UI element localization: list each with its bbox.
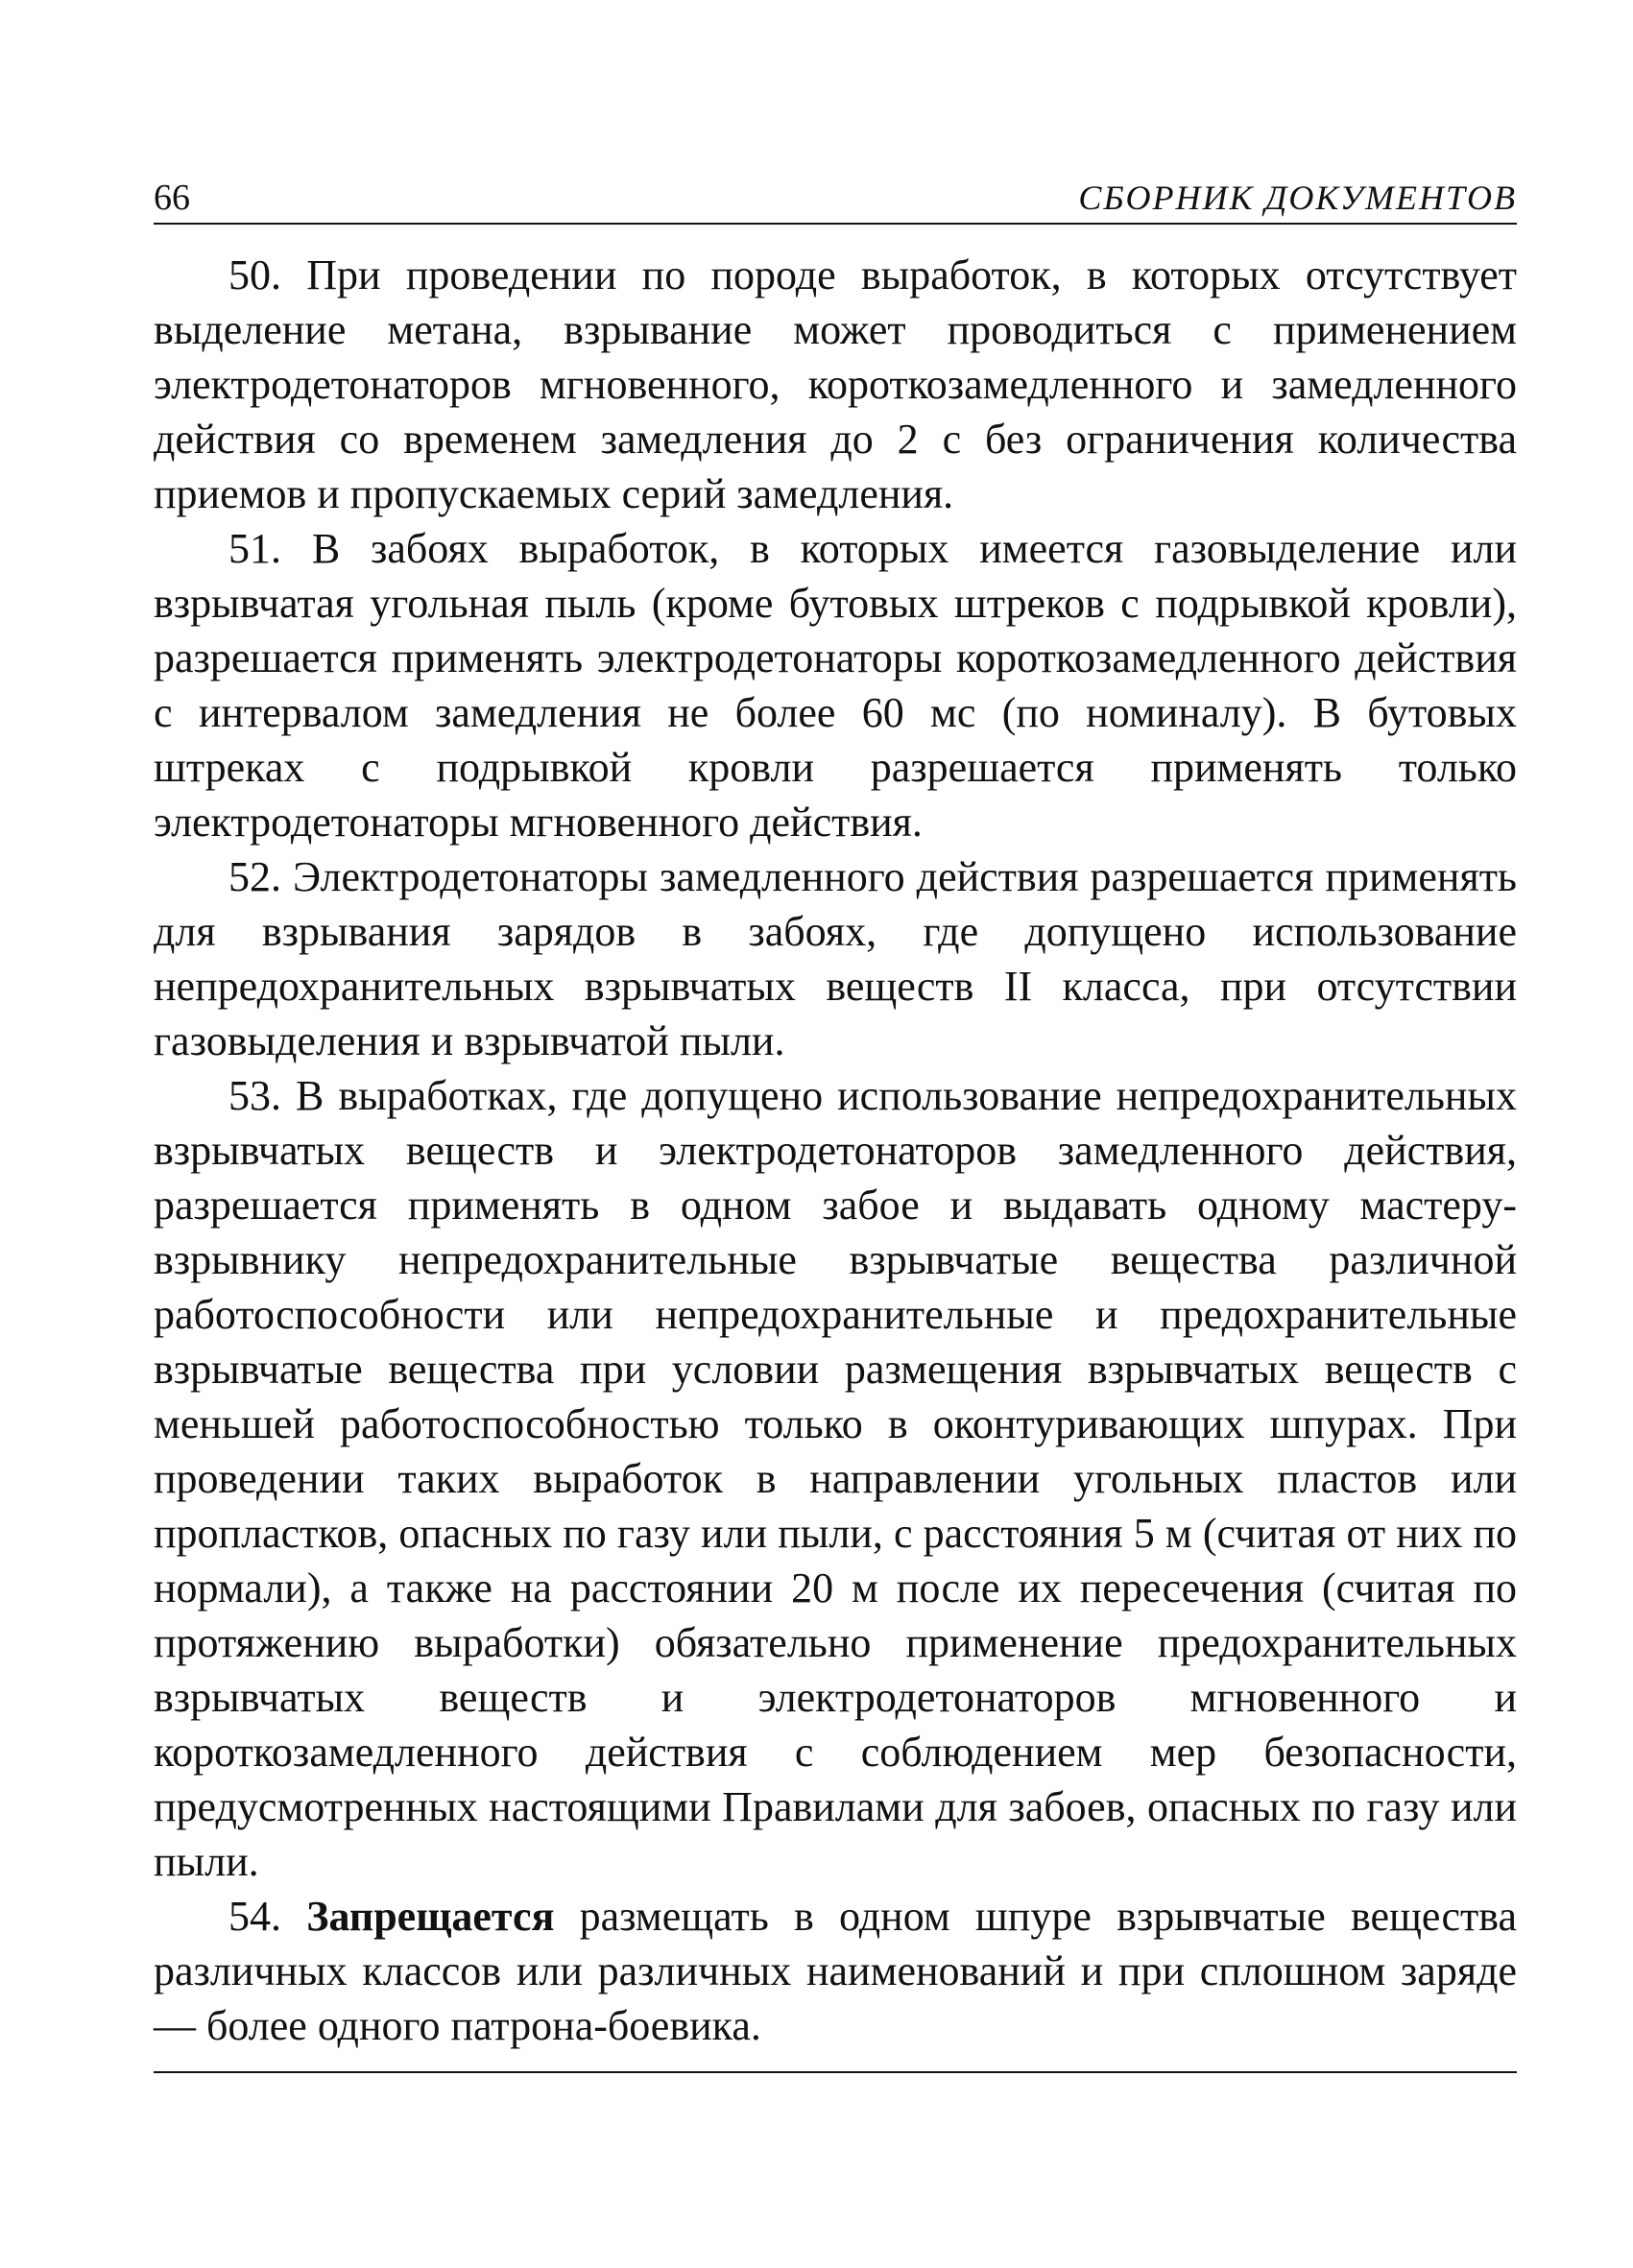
paragraph-54-emphasis: Запрещается xyxy=(306,1893,555,1940)
document-body xyxy=(154,248,1517,2053)
page-number: 66 xyxy=(154,178,190,218)
page-header xyxy=(154,169,1517,225)
running-title: СБОРНИК ДОКУМЕНТОВ xyxy=(1078,179,1517,217)
paragraph-52: 52. Электродетонаторы замедленного действия разрешается применять для взрывания зарядов в забоях, где допущено использование непредохранительных взрывчатых веществ II класса, при отсутствии газовыделения и взрывчатой пыли. xyxy=(154,853,1517,1064)
footer-rule xyxy=(154,2071,1517,2073)
paragraph-53: 53. В выработках, где допущено использование непредохранительных взрывчатых веществ и электродетонаторов замедленного действия, разрешается применять в одном забое и выдавать одному мастеру-взрывнику непредохранительные взрывчатые вещества различной работоспособности или непредохранительные и предохранительные взрывчатые вещества при условии размещения взрывчатых веществ с меньшей работоспособностью только в оконтуривающих шпурах. При проведении таких выработок в направлении угольных пластов или пропластков, опасных по газу или пыли, с расстояния 5 м (считая от них по нормали), а также на расстоянии 20 м после их пересечения (считая по протяжению выработки) обязательно применение предохранительных взрывчатых веществ и электродетонаторов мгновенного и короткозамедленного действия с соблюдением мер безопасности, предусмотренных настоящими Правилами для забоев, опасных по газу или пыли. xyxy=(154,1072,1517,1885)
paragraph-54-number: 54. xyxy=(228,1893,281,1940)
paragraph-54-rest: размещать в одном шпуре взрывчатые вещества различных классов или различных наименований и при сплошном заряде — более одного патрона-боевика. xyxy=(154,1893,1518,2049)
paragraph-54 xyxy=(154,1889,1517,2053)
paragraph-50: 50. При проведении по породе выработок, в которых отсутствует выделение метана, взрывание может проводиться с применением электродетонаторов мгновенного, короткозамедленного и замедленного действия со временем замедления до 2 с без ограничения количества приемов и пропускаемых серий замедления. xyxy=(154,251,1517,517)
paragraph-51: 51. В забоях выработок, в которых имеется газовыделение или взрывчатая угольная пыль (кроме бутовых штреков с подрывкой кровли), разрешается применять электродетонаторы короткозамедленного действия с интервалом замедления не более 60 мс (по номиналу). В бутовых штреках с подрывкой кровли разрешается применять только электродетонаторы мгновенного действия. xyxy=(154,525,1517,846)
